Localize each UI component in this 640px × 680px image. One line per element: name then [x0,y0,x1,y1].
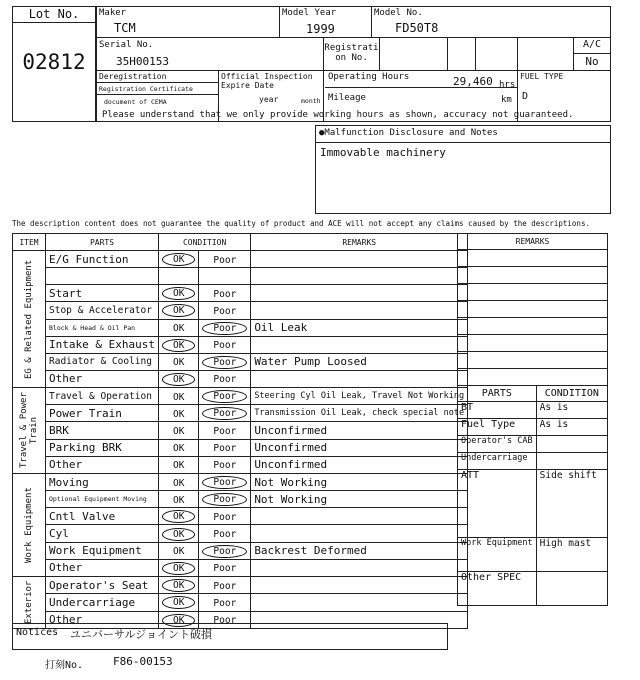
condition-ok-cell[interactable] [158,319,198,336]
remark [251,268,468,285]
condition-poor-cell[interactable] [199,525,251,542]
condition-ok: OK [172,425,185,437]
condition-ok: OK [172,357,185,369]
remark: Unconfirmed [251,439,468,456]
remark: Transmission Oil Leak, check special note [251,405,468,422]
condition-row [13,508,468,525]
operating-hours-label: Operating Hours [328,72,410,82]
condition-ok-cell[interactable] [158,456,198,473]
maker-label: Maker [99,8,127,18]
condition-poor-cell[interactable] [199,336,251,353]
condition-poor-cell[interactable] [199,508,251,525]
condition-ok-cell[interactable] [158,525,198,542]
condition-ok-cell[interactable] [158,405,198,422]
condition-ok: OK [172,443,185,455]
condition-poor: Poor [213,254,237,266]
condition-poor-circled: Poor [202,476,247,489]
part-name: Travel & Operation [46,388,159,405]
condition-ok-cell[interactable] [158,353,198,370]
notices-text: ユニバーサルジョイント破損 [70,628,212,641]
remark: Not Working [251,491,468,508]
condition-row [13,422,468,439]
remark [251,559,468,576]
condition-row [13,388,468,405]
model-year-value: 1999 [306,22,335,36]
condition-ok: OK [172,477,185,489]
condition-poor-cell[interactable] [199,577,251,594]
remark: Oil Leak [251,319,468,336]
condition-poor-cell[interactable] [199,456,251,473]
part-name: BRK [46,422,159,439]
condition-ok: OK [172,494,185,506]
right-remarks-cell [458,369,608,386]
condition-ok-circled: OK [162,596,195,609]
part-name: Undercarriage [46,594,159,611]
stamp-value: F86-00153 [113,655,173,668]
stamp-label: 打刻No. [45,660,84,671]
working-hours-notice: Please understand that we only provide working hours as shown, accuracy not guaranteed. [102,110,574,120]
condition-ok-cell[interactable] [158,474,198,491]
condition-ok-circled: OK [162,373,195,386]
condition-poor-cell[interactable] [199,388,251,405]
condition-ok: OK [172,323,185,335]
ac-label: A/C [582,39,602,50]
condition-poor-cell[interactable] [199,474,251,491]
part-name: Other [46,611,159,628]
registration-label-2: on No. [335,53,368,63]
right-part-name: Other SPEC [458,572,537,606]
right-condition-value [536,453,607,470]
condition-row [13,302,468,319]
condition-ok-cell[interactable] [158,577,198,594]
right-remarks-header: REMARKS [458,234,608,250]
part-name: Moving [46,474,159,491]
remark [251,525,468,542]
condition-ok: OK [172,391,185,403]
part-name: E/G Function [46,251,159,268]
condition-ok: OK [172,408,185,420]
condition-poor: Poor [213,425,237,437]
right-remarks-cell [458,284,608,301]
condition-row [13,336,468,353]
right-part-name: Undercarriage [458,453,537,470]
right-remarks-cell [458,250,608,267]
serial-value: 35H00153 [116,55,169,68]
condition-row [13,285,468,302]
condition-poor-cell[interactable] [199,542,251,559]
item-group-cell [13,251,46,388]
condition-row [13,491,468,508]
condition-ok: OK [172,546,185,558]
km-label: km [501,95,512,105]
part-name: Cntl Valve [46,508,159,525]
right-part-name: Fuel Type [458,419,537,436]
condition-poor-cell[interactable] [199,491,251,508]
condition-row [13,542,468,559]
remark [251,577,468,594]
condition-row [13,559,468,576]
right-condition-header: CONDITION [536,386,607,402]
condition-poor: Poor [213,374,237,386]
remark [251,594,468,611]
part-name: Other [46,456,159,473]
right-part-name: Work Equipment [458,538,537,572]
part-name: Operator's Seat [46,577,159,594]
condition-poor-cell[interactable] [199,559,251,576]
condition-row [13,370,468,387]
model-no-value: FD50T8 [395,21,439,35]
lot-number: 02812 [22,50,86,74]
condition-ok-circled: OK [162,304,195,317]
condition-ok-cell[interactable] [158,251,198,268]
maker-value: TCM [114,21,136,35]
remark: Unconfirmed [251,456,468,473]
lot-label: Lot No. [28,7,80,21]
condition-poor: Poor [213,305,237,317]
remark [251,336,468,353]
condition-poor-circled: Poor [202,493,247,506]
header-box [96,6,611,122]
mileage-label: Mileage [328,93,366,103]
condition-poor-cell[interactable] [199,422,251,439]
condition-ok-circled: OK [162,253,195,266]
deregistration-label: Deregistration [99,72,167,81]
remark [251,251,468,268]
condition-poor-circled: Poor [202,390,247,403]
condition-ok-cell[interactable] [158,388,198,405]
condition-ok-circled: OK [162,562,195,575]
condition-poor: Poor [213,580,237,592]
right-condition-value: High mast [536,538,607,572]
right-condition-value: As is [536,419,607,436]
condition-ok-cell[interactable] [158,370,198,387]
part-name [46,268,159,285]
inspection-label-1: Official Inspection [221,72,313,81]
part-name: Start [46,285,159,302]
remark [251,285,468,302]
month-label: month [301,97,321,105]
part-name: Cyl [46,525,159,542]
condition-ok-cell[interactable] [158,285,198,302]
item-group-label: Travel & Power Train [19,392,39,469]
condition-poor-cell[interactable] [199,285,251,302]
condition-row [13,525,468,542]
condition-poor-circled: Poor [202,322,247,335]
condition-ok-cell[interactable] [158,594,198,611]
condition-ok-cell[interactable] [158,439,198,456]
condition-header: CONDITION [158,234,250,251]
remarks-header: REMARKS [251,234,468,251]
condition-ok-cell[interactable] [158,302,198,319]
year-label: year [259,95,279,104]
condition-poor-circled: Poor [202,407,247,420]
condition-poor: Poor [213,615,237,627]
part-name: Parking BRK [46,439,159,456]
inspection-label-2: Expire Date [221,81,274,90]
condition-poor-circled: Poor [202,545,247,558]
remark [251,302,468,319]
condition-ok-cell[interactable] [158,336,198,353]
condition-poor-circled: Poor [202,356,247,369]
right-remarks-cell [458,318,608,335]
condition-row [13,268,468,285]
condition-ok-circled: OK [162,510,195,523]
condition-ok-circled: OK [162,528,195,541]
condition-ok-circled: OK [162,287,195,300]
condition-row [13,594,468,611]
condition-ok-cell[interactable] [158,422,198,439]
condition-ok-cell[interactable] [158,559,198,576]
condition-row [13,456,468,473]
model-year-label: Model Year [282,8,337,18]
malfunction-box [315,125,611,214]
part-name: Power Train [46,405,159,422]
condition-ok: OK [172,460,185,472]
item-group-label: Exterior [24,580,34,625]
parts-header: PARTS [46,234,159,251]
condition-row [13,319,468,336]
item-group-cell [13,388,46,474]
remark [251,370,468,387]
right-remarks-cell [458,335,608,352]
item-group-label: EG & Related Equipment [24,259,34,379]
condition-poor-cell[interactable] [199,251,251,268]
model-no-label: Model No. [374,8,423,18]
item-group-cell [13,577,46,629]
condition-poor-cell[interactable] [199,302,251,319]
registration-label-1: Registrati [324,43,379,53]
lot-divider [12,22,96,23]
item-group-label: Work Equipment [24,487,34,563]
hrs-label: hrs [499,80,516,90]
part-name: Other [46,559,159,576]
condition-poor-cell[interactable] [199,370,251,387]
condition-ok-cell[interactable] [158,542,198,559]
right-part-name: BT [458,402,537,419]
condition-poor-cell[interactable] [199,439,251,456]
condition-row [13,405,468,422]
right-remarks-cell [458,267,608,284]
right-part-name: Operator's CAB [458,436,537,453]
remark: Steering Cyl Oil Leak, Travel Not Working [251,388,468,405]
serial-label: Serial No. [99,40,154,50]
right-parts-header: PARTS [458,386,537,402]
part-name: Intake & Exhaust [46,336,159,353]
right-condition-value [536,436,607,453]
condition-poor: Poor [213,597,237,609]
condition-poor: Poor [213,511,237,523]
notices-label: Notices [16,627,59,638]
condition-poor: Poor [213,288,237,300]
part-name: Radiator & Cooling [46,353,159,370]
part-name: Block & Head & Oil Pan [46,319,159,336]
right-remarks-cell [458,352,608,369]
condition-poor: Poor [213,460,237,472]
condition-row [13,353,468,370]
remark [251,508,468,525]
condition-ok-cell[interactable] [158,268,198,285]
disclaimer: The description content does not guarantee the quality of product and ACE will not accept any claims caused by the descriptions. [12,219,590,228]
right-condition-value: Side shift [536,470,607,538]
right-parts-table [457,385,608,606]
right-part-name: ATT [458,470,537,538]
condition-ok-circled: OK [162,614,195,627]
cema-label: document of CEMA [104,98,167,106]
condition-poor-cell[interactable] [199,268,251,285]
operating-hours-value: 29,460 [453,75,493,88]
condition-poor: Poor [213,340,237,352]
condition-table-header [13,234,468,251]
malfunction-title: ●Malfunction Disclosure and Notes [319,128,498,138]
condition-poor: Poor [213,529,237,541]
item-group-cell [13,474,46,577]
right-remarks-cell [458,301,608,318]
remark: Backrest Deformed [251,542,468,559]
right-condition-value [536,572,607,606]
condition-ok-circled: OK [162,339,195,352]
condition-row [13,474,468,491]
condition-poor-cell[interactable] [199,405,251,422]
part-name: Stop & Accelerator [46,302,159,319]
condition-poor-cell[interactable] [199,353,251,370]
remark: Unconfirmed [251,422,468,439]
fuel-type-value: D [522,91,529,102]
condition-ok-cell[interactable] [158,508,198,525]
condition-poor-cell[interactable] [199,319,251,336]
right-condition-value: As is [536,402,607,419]
condition-row [13,577,468,594]
registration-certificate-label: Registration Certificate [99,85,193,93]
condition-table [12,233,468,629]
fuel-type-label: FUEL TYPE [520,72,564,81]
remark: Not Working [251,474,468,491]
condition-ok-circled: OK [162,579,195,592]
ac-value: No [585,55,599,68]
remark: Water Pump Loosed [251,353,468,370]
malfunction-text: Immovable machinery [320,146,446,159]
item-header: ITEM [13,234,46,251]
condition-poor-cell[interactable] [199,594,251,611]
condition-ok-cell[interactable] [158,491,198,508]
part-name: Other [46,370,159,387]
condition-row [13,251,468,268]
condition-row [13,439,468,456]
condition-poor: Poor [213,563,237,575]
part-name: Work Equipment [46,542,159,559]
condition-poor: Poor [213,443,237,455]
right-remarks-table [457,233,608,386]
part-name: Optional Equipment Moving [46,491,159,508]
